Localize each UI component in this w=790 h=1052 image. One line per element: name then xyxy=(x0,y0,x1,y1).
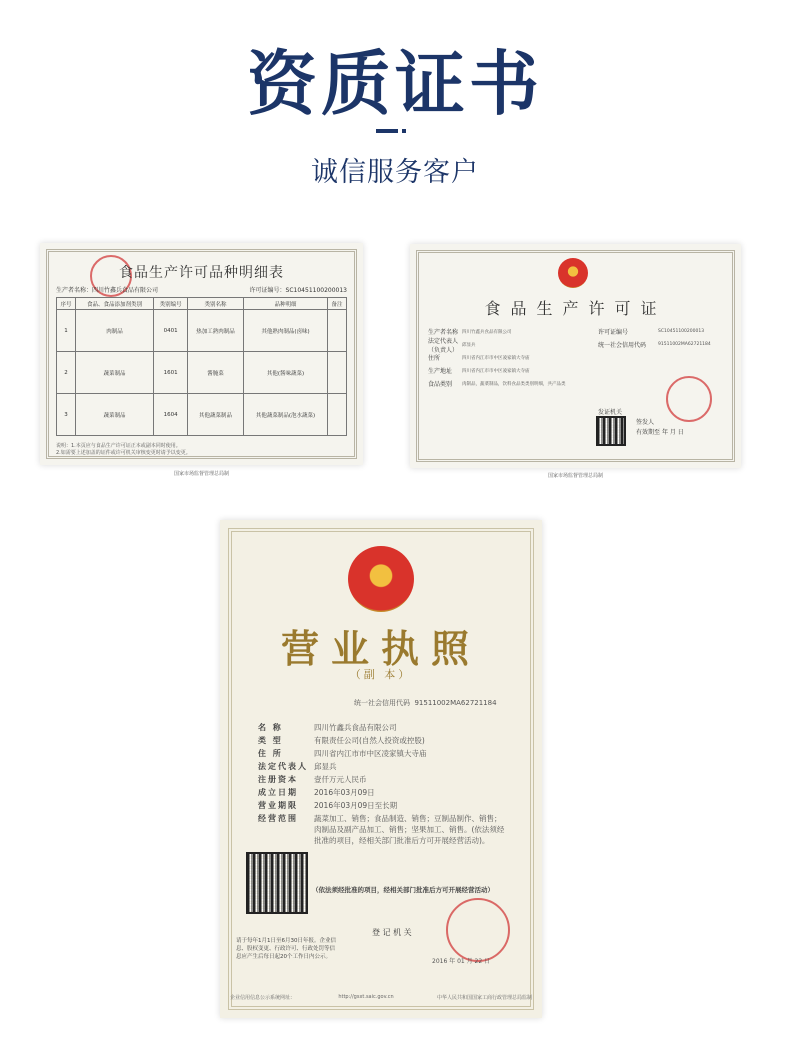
table-cell: 3 xyxy=(57,394,76,436)
table-cell xyxy=(328,310,347,352)
column-header: 品种明细 xyxy=(243,298,327,310)
table-cell xyxy=(328,352,347,394)
national-emblem-icon xyxy=(558,258,588,288)
column-header: 食品、食品添加剂类别 xyxy=(75,298,153,310)
registry-label: 登 记 机 关 xyxy=(372,928,412,937)
title-divider xyxy=(376,129,406,133)
divider-bar xyxy=(376,129,398,133)
table-cell: 其他熟肉制品(卤味) xyxy=(243,310,327,352)
license-row: 营业期限 2016年03月09日至长期 xyxy=(258,801,398,810)
column-header: 序号 xyxy=(57,298,76,310)
copy-label: （副 本） xyxy=(349,668,413,681)
official-seal-icon xyxy=(446,898,510,962)
field-label: 统一社会信用代码 xyxy=(598,342,647,349)
field-value: 四川省内江市市中区凌家镇大寺庙 xyxy=(462,368,530,374)
food-production-license[interactable] xyxy=(410,244,741,468)
field-label: 住所 xyxy=(428,355,441,362)
field-value: 邱显兵 xyxy=(462,342,476,348)
scope-note: （依法须经批准的项目，经相关部门批准后方可开展经营活动） xyxy=(312,886,494,894)
footer-url: http://gsxt.saic.gov.cn xyxy=(338,994,394,1000)
field-label: 生产地址 xyxy=(428,368,453,375)
annual-report-notice: 请于每年1月1日至6月30日年报。企业信息、股权变更、行政许可、行政处罚等信息应产生后每日起20个工作日内公示。 xyxy=(236,938,336,960)
table-cell: 肉制品 xyxy=(75,310,153,352)
divider-dot xyxy=(402,129,406,133)
table-cell: 酱腌菜 xyxy=(187,352,243,394)
field-value: 四川省内江市市中区凌家镇大寺庙 xyxy=(462,355,530,361)
table-cell: 其他蔬菜制品(泡水蔬菜) xyxy=(243,394,327,436)
footer-left: 企业信用信息公示系统网址： xyxy=(230,995,296,1001)
table-row xyxy=(57,394,347,436)
license-row: 注册资本 壹仟万元人民币 xyxy=(258,775,367,784)
column-header: 类别名称 xyxy=(187,298,243,310)
field-label: 食品类别 xyxy=(428,381,453,388)
page-subtitle: 诚信服务客户 xyxy=(311,157,479,188)
footer-right: 中华人民共和国国家工商行政管理总局监制 xyxy=(436,995,532,1001)
qr-code-icon xyxy=(246,852,308,914)
field-label: 生产者名称 xyxy=(428,329,459,336)
certificate-footer xyxy=(230,994,532,1001)
page-header xyxy=(0,0,790,200)
table-row xyxy=(57,352,347,394)
officer-line: 签发人 xyxy=(636,419,655,426)
field-value: 肉制品，蔬菜制品，饮料食品类类别明细，共产品类 xyxy=(462,381,566,387)
page-title: 资质证书 xyxy=(247,43,543,125)
table-cell: 1 xyxy=(57,310,76,352)
certificate-title: 食品生产许可证 xyxy=(484,299,667,318)
table-cell: 热加工熟肉制品 xyxy=(187,310,243,352)
table-cell: 蔬菜制品 xyxy=(75,394,153,436)
table-cell xyxy=(328,394,347,436)
certificate-title: 营业执照 xyxy=(280,626,481,671)
license-field: 许可证编号：SC10451100200013 xyxy=(249,287,347,294)
certificate-caption: 国家市场监督管理总局制 xyxy=(173,471,229,477)
license-row: 名 称 四川竹鑫兵食品有限公司 xyxy=(258,723,397,732)
business-license-certificate[interactable] xyxy=(220,520,542,1018)
issue-info xyxy=(598,408,684,438)
license-row xyxy=(428,325,723,338)
license-row: 住 所 四川省内江市市中区凌家镇大寺庙 xyxy=(258,749,427,758)
license-fields xyxy=(258,722,508,846)
license-row xyxy=(428,351,723,364)
column-header: 类别编号 xyxy=(154,298,188,310)
field-value: SC10451100200013 xyxy=(658,329,705,334)
table-row xyxy=(57,310,347,352)
note-line: 2.如需要上述加盖的证件或许可机关审核变更时请予以变更。 xyxy=(56,450,191,456)
table-cell: 其他蔬菜制品 xyxy=(187,394,243,436)
license-row xyxy=(428,364,723,377)
issuer-label: 发证机关 xyxy=(598,409,623,416)
license-row xyxy=(428,337,723,354)
field-label: 许可证编号 xyxy=(598,329,629,336)
note-line: 说明：1.本页应与食品生产许可证正本或副本同时使用。 xyxy=(56,443,181,449)
field-label: 法定代表人（负责人） xyxy=(428,337,459,354)
certificate-note xyxy=(56,443,191,457)
table-cell: 0401 xyxy=(154,310,188,352)
table-cell: 1601 xyxy=(154,352,188,394)
food-license-detail-certificate[interactable] xyxy=(40,243,363,465)
producer-field: 生产者名称：四川竹鑫兵食品有限公司 xyxy=(56,287,159,294)
column-header: 备注 xyxy=(328,298,347,310)
certificate-title: 食品生产许可品种明细表 xyxy=(119,265,284,281)
valid-line: 有效期至 年 月 日 xyxy=(636,429,684,436)
detail-table xyxy=(56,297,347,436)
national-emblem-icon xyxy=(348,546,414,612)
certificate-meta xyxy=(56,285,347,294)
table-cell: 2 xyxy=(57,352,76,394)
certificate-caption: 国家市场监督管理总局制 xyxy=(547,473,603,479)
license-row: 类 型 有限责任公司(自然人投资或控股) xyxy=(258,736,425,745)
table-cell: 1604 xyxy=(154,394,188,436)
credit-code: 统一社会信用代码 91511002MA62721184 xyxy=(354,699,497,707)
field-value: 四川竹鑫兵食品有限公司 xyxy=(462,329,512,335)
field-value: 91511002MA62721184 xyxy=(658,342,711,347)
license-row: 成立日期 2016年03月09日 xyxy=(258,788,375,797)
issue-date: 2016 年 01 月 22 日 xyxy=(432,958,491,965)
license-row: 法定代表人 邱显兵 xyxy=(258,762,337,771)
table-header-row xyxy=(57,298,347,310)
table-cell: 其他(酱味蔬菜) xyxy=(243,352,327,394)
license-row: 经营范围 蔬菜加工、销售；食品制造、销售；豆制品制作、销售；肉制品及副产品加工、销售；坚果加工、销售。(依法须经批准的项目，经相关部门批准后方可开展经营活动)。 xyxy=(258,814,505,845)
table-cell: 蔬菜制品 xyxy=(75,352,153,394)
